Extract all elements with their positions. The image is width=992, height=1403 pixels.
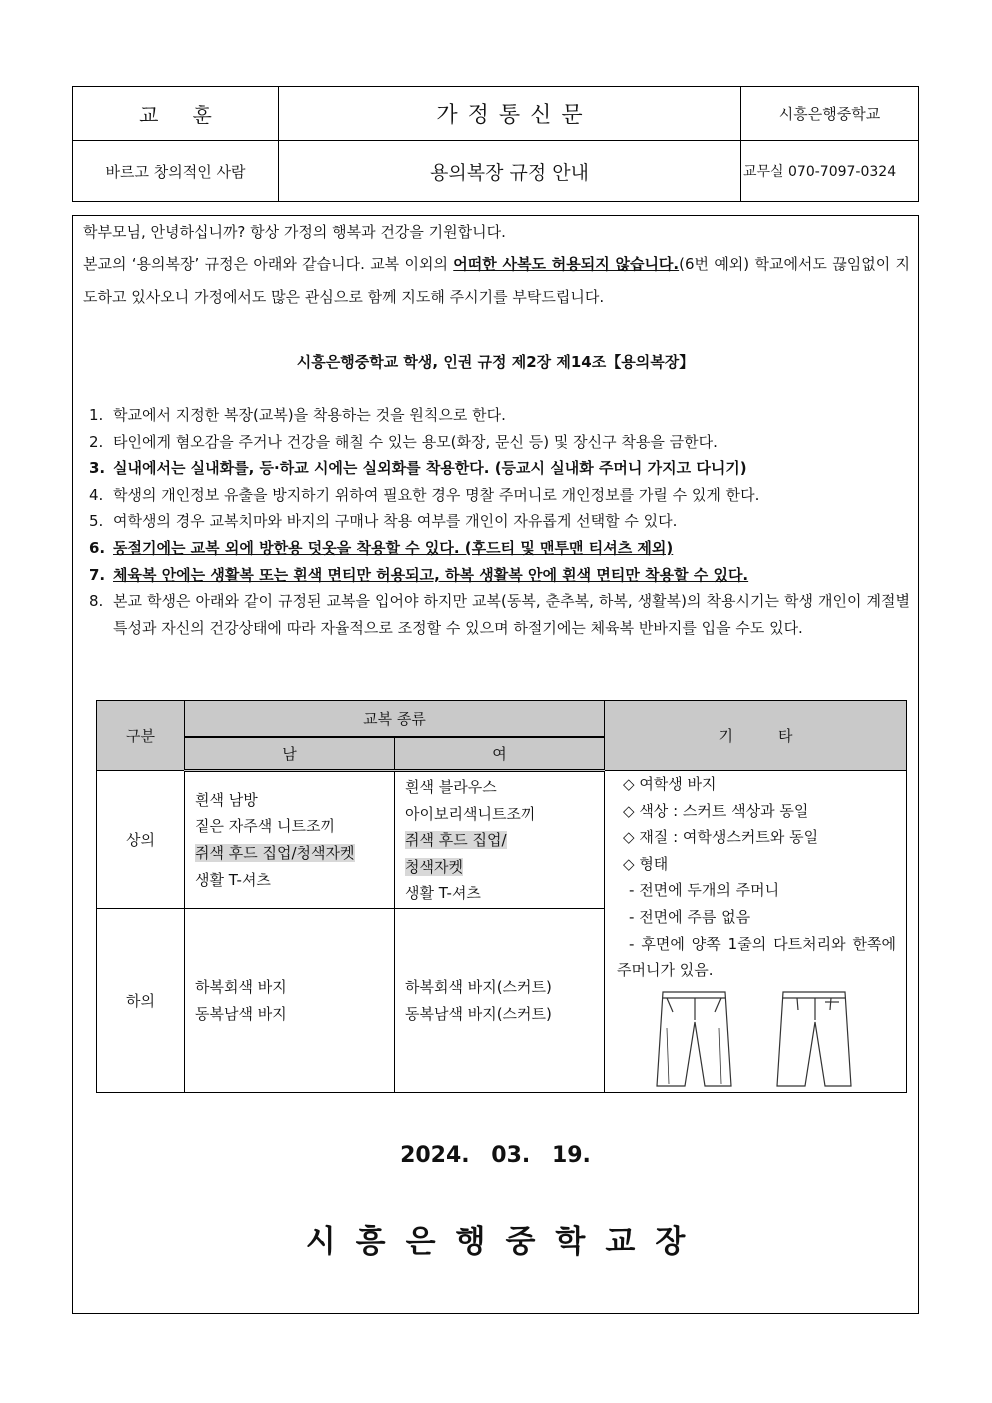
rule-number: 1. <box>89 406 104 424</box>
header-uniform-type: 교복 종류 <box>185 701 605 737</box>
rule-item <box>89 508 910 535</box>
etc-line: ◇ 여학생 바지 <box>623 775 717 793</box>
item: 짙은 자주색 니트조끼 <box>195 817 335 836</box>
rule-text: 학교에서 지정한 복장(교복)을 착용하는 것을 원칙으로 한다. <box>113 406 506 424</box>
top-female-cell <box>395 771 605 909</box>
item: 흰색 남방 <box>195 790 258 809</box>
school-name: 시흥은행중학교 <box>741 87 918 141</box>
etc-line: ◇ 재질 : 여학생스커트와 동일 <box>623 828 819 847</box>
rules-list <box>89 402 910 641</box>
header-female: 여 <box>395 737 605 771</box>
item-highlighted: 쥐색 후드 집업/청색자켓 <box>195 844 355 862</box>
item: 아이보리색니트조끼 <box>405 804 536 823</box>
etc-line: ◇ 형태 <box>623 854 669 873</box>
etc-line: ◇ 색상 : 스커트 색상과 동일 <box>623 801 809 820</box>
rule-text: 실내에서는 실내화를, 등·하교 시에는 실외화를 착용한다. (등교시 실내화 주머니 가지고 다니기) <box>113 459 747 478</box>
etc-line: - 후면에 양쪽 1줄의 다트처리와 한쪽에 주머니가 있음. <box>617 934 896 980</box>
rule-number: 2. <box>89 432 104 451</box>
rule-item <box>89 429 910 456</box>
main-content <box>72 215 919 1314</box>
document-title: 가정통신문 <box>279 87 741 141</box>
etc-line: - 전면에 두개의 주머니 <box>629 881 780 900</box>
rule-number: 3. <box>89 459 106 478</box>
rule-text: 타인에게 혐오감을 주거나 건강을 해칠 수 있는 용모(화장, 문신 등) 및 장신구 착용을 금한다. <box>113 432 718 451</box>
rule-number: 4. <box>89 485 104 504</box>
uniform-table <box>96 700 907 1093</box>
rule-number: 5. <box>89 512 104 531</box>
header-table <box>72 86 919 202</box>
header-etc: 기 타 <box>605 701 907 771</box>
header-male: 남 <box>185 737 395 771</box>
signer: 시흥은행중학교장 <box>305 1224 706 1260</box>
rule-number: 6. <box>89 538 106 557</box>
school-motto: 바르고 창의적인 사람 <box>73 141 279 201</box>
rule-text: 여학생의 경우 교복치마와 바지의 구매나 착용 여부를 개인이 자유롭게 선택할 수 있다. <box>113 512 678 531</box>
rule-item <box>89 482 910 509</box>
item: 동복남색 바지(스커트) <box>405 1004 552 1023</box>
greeting: 학부모님, 안녕하십니까? 항상 가정의 행복과 건강을 기원합니다. <box>83 223 506 241</box>
intro-text-1: 본교의 ‘용의복장’ 규정은 아래와 같습니다. 교복 이외의 <box>83 255 454 273</box>
item: 하복회색 바지(스커트) <box>405 977 552 996</box>
rule-text: 본교 학생은 아래와 같이 규정된 교복을 입어야 하지만 교복(동복, 춘추복, 하복, 생활복)의 착용시기는 학생 개인이 계절별 특성과 자신의 건강상태에 따라 자율적으로 조정할 수 있으며 하절기에는 체육복 반바지를 입을 수도 있다. <box>113 592 910 637</box>
item-highlighted: 청색자켓 <box>405 857 463 876</box>
etc-line: - 전면에 주름 없음 <box>629 907 751 926</box>
bottom-male-cell <box>185 909 395 1093</box>
bottom-female-cell <box>395 909 605 1093</box>
rule-item <box>89 588 910 641</box>
contact-phone: 교무실 070-7097-0324 <box>743 164 897 180</box>
document-subject: 용의복장 규정 안내 <box>279 141 741 201</box>
header-category: 구분 <box>97 701 185 771</box>
rule-item <box>89 455 910 482</box>
rule-item <box>89 535 910 562</box>
row-label-bottom: 하의 <box>97 909 185 1093</box>
rule-item <box>89 402 910 429</box>
rule-title: 시흥은행중학교 학생, 인권 규정 제2장 제14조【용의복장】 <box>296 353 695 371</box>
motto-label: 교훈 <box>73 87 279 141</box>
item: 하복회색 바지 <box>195 977 287 996</box>
item-highlighted: 쥐색 후드 집업/ <box>405 831 507 850</box>
issue-date: 2024. 03. 19. <box>400 1143 591 1168</box>
rule-text: 체육복 안에는 생활복 또는 흰색 면티만 허용되고, 하복 생활복 안에 흰색 면티만 착용할 수 있다. <box>113 565 749 584</box>
rule-text: 학생의 개인정보 유출을 방지하기 위하여 필요한 경우 명찰 주머니로 개인정보를 가릴 수 있게 한다. <box>113 485 760 504</box>
rule-text: 동절기에는 교복 외에 방한용 덧옷을 착용할 수 있다. (후드티 및 맨투맨 티셔츠 제외) <box>113 538 674 557</box>
rule-number: 8. <box>89 592 104 611</box>
top-male-cell <box>185 771 395 909</box>
item: 흰색 블라우스 <box>405 778 497 796</box>
intro-emphasis: 어떠한 사복도 허용되지 않습니다. <box>453 255 680 273</box>
row-label-top: 상의 <box>97 771 185 909</box>
item: 동복남색 바지 <box>195 1004 287 1023</box>
rule-number: 7. <box>89 565 106 584</box>
intro-paragraph <box>83 248 910 314</box>
item: 생활 T-셔츠 <box>195 870 271 889</box>
intro-text-2: (6번 예외) 학교에서도 끊임없이 지도하고 있사오니 가정에서도 많은 관심으로 함께 지도해 주시기를 부탁드립니다. <box>83 255 910 306</box>
etc-cell <box>605 771 907 1093</box>
item: 생활 T-셔츠 <box>405 884 481 903</box>
trousers-illustration <box>647 988 887 1088</box>
intro <box>83 220 910 314</box>
rule-item <box>89 562 910 589</box>
